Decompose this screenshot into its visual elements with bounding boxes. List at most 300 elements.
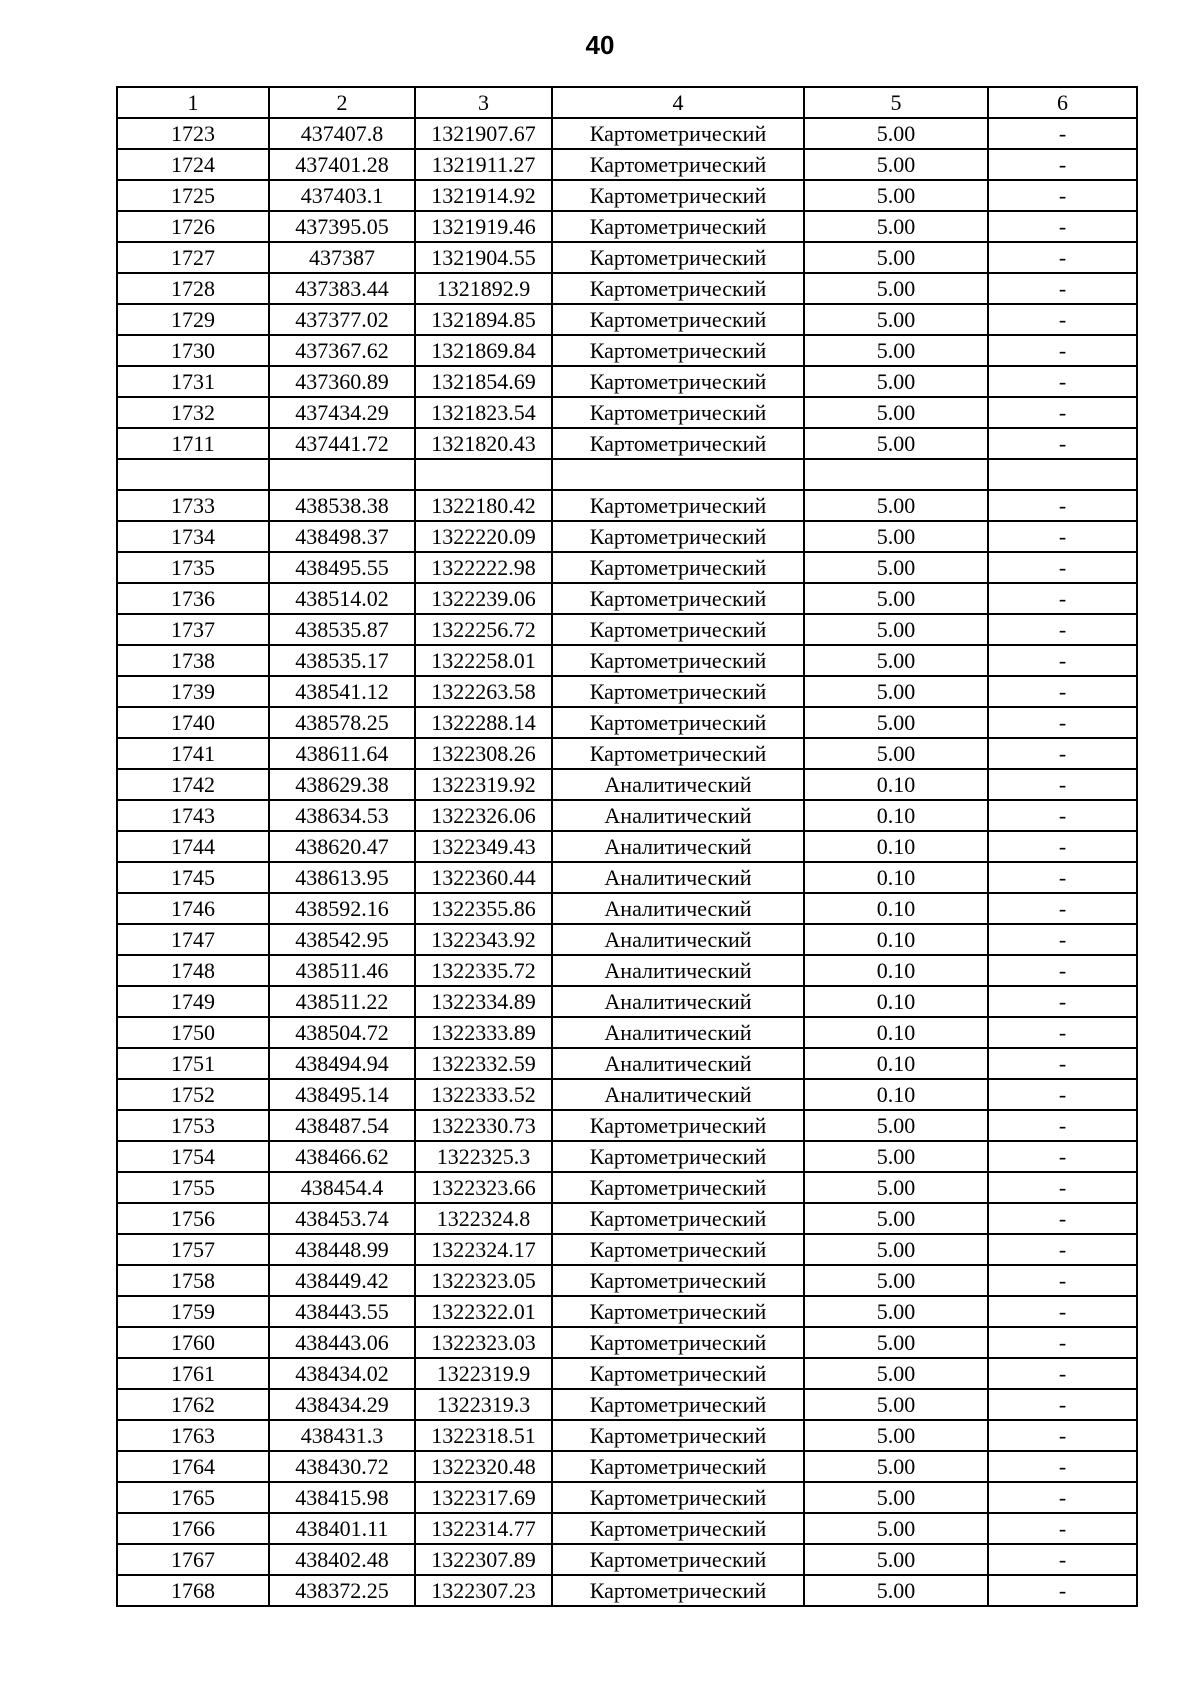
point-number-cell: 1737	[117, 614, 269, 645]
table-row	[117, 1544, 1137, 1575]
coordinates-table	[116, 86, 1138, 1607]
point-number-cell: 1748	[117, 955, 269, 986]
point-number-cell: 1759	[117, 1296, 269, 1327]
x-coordinate-cell: 438535.87	[269, 614, 415, 645]
table-row	[117, 738, 1137, 769]
x-coordinate-cell: 437387	[269, 242, 415, 273]
y-coordinate-cell: 1322324.17	[415, 1234, 552, 1265]
note-cell: -	[988, 521, 1137, 552]
method-cell: Картометрический	[552, 1513, 804, 1544]
y-coordinate-cell: 1321854.69	[415, 366, 552, 397]
note-cell: -	[988, 335, 1137, 366]
accuracy-cell: 0.10	[804, 1079, 988, 1110]
note-cell: -	[988, 831, 1137, 862]
method-cell: Картометрический	[552, 490, 804, 521]
method-cell: Аналитический	[552, 800, 804, 831]
method-cell: Картометрический	[552, 366, 804, 397]
method-cell: Аналитический	[552, 1048, 804, 1079]
note-cell: -	[988, 428, 1137, 459]
accuracy-cell: 5.00	[804, 676, 988, 707]
accuracy-cell: 0.10	[804, 924, 988, 955]
point-number-cell: 1755	[117, 1172, 269, 1203]
table-row	[117, 335, 1137, 366]
y-coordinate-cell: 1322307.23	[415, 1575, 552, 1606]
y-coordinate-cell: 1321892.9	[415, 273, 552, 304]
y-coordinate-cell: 1321914.92	[415, 180, 552, 211]
method-cell: Картометрический	[552, 614, 804, 645]
x-coordinate-cell: 438535.17	[269, 645, 415, 676]
x-coordinate-cell: 438454.4	[269, 1172, 415, 1203]
point-number-cell: 1753	[117, 1110, 269, 1141]
column-header: 1	[117, 87, 269, 118]
point-number-cell: 1746	[117, 893, 269, 924]
point-number-cell: 1766	[117, 1513, 269, 1544]
accuracy-cell: 5.00	[804, 583, 988, 614]
point-number-cell: 1731	[117, 366, 269, 397]
column-header: 6	[988, 87, 1137, 118]
y-coordinate-cell: 1321823.54	[415, 397, 552, 428]
table-row	[117, 459, 1137, 490]
method-cell: Картометрический	[552, 707, 804, 738]
table-row	[117, 1482, 1137, 1513]
accuracy-cell: 5.00	[804, 1389, 988, 1420]
table-row	[117, 614, 1137, 645]
accuracy-cell: 5.00	[804, 1451, 988, 1482]
note-cell: -	[988, 1513, 1137, 1544]
method-cell: Картометрический	[552, 552, 804, 583]
point-number-cell: 1733	[117, 490, 269, 521]
x-coordinate-cell: 438541.12	[269, 676, 415, 707]
accuracy-cell: 5.00	[804, 490, 988, 521]
method-cell: Аналитический	[552, 893, 804, 924]
method-cell: Картометрический	[552, 1110, 804, 1141]
table-row	[117, 862, 1137, 893]
note-cell: -	[988, 583, 1137, 614]
point-number-cell: 1727	[117, 242, 269, 273]
method-cell: Картометрический	[552, 118, 804, 149]
y-coordinate-cell: 1322334.89	[415, 986, 552, 1017]
accuracy-cell: 5.00	[804, 1110, 988, 1141]
point-number-cell: 1740	[117, 707, 269, 738]
y-coordinate-cell: 1322263.58	[415, 676, 552, 707]
accuracy-cell: 0.10	[804, 831, 988, 862]
note-cell: -	[988, 1203, 1137, 1234]
method-cell: Картометрический	[552, 180, 804, 211]
table-row	[117, 645, 1137, 676]
method-cell: Аналитический	[552, 955, 804, 986]
column-header: 5	[804, 87, 988, 118]
y-coordinate-cell: 1322335.72	[415, 955, 552, 986]
table-row	[117, 1389, 1137, 1420]
accuracy-cell: 5.00	[804, 366, 988, 397]
method-cell: Картометрический	[552, 211, 804, 242]
point-number-cell: 1764	[117, 1451, 269, 1482]
table-row	[117, 1203, 1137, 1234]
y-coordinate-cell: 1322314.77	[415, 1513, 552, 1544]
note-cell	[988, 459, 1137, 490]
point-number-cell: 1723	[117, 118, 269, 149]
table-row	[117, 1513, 1137, 1544]
y-coordinate-cell: 1322323.66	[415, 1172, 552, 1203]
point-number-cell: 1757	[117, 1234, 269, 1265]
method-cell: Картометрический	[552, 1234, 804, 1265]
accuracy-cell: 0.10	[804, 893, 988, 924]
x-coordinate-cell: 437395.05	[269, 211, 415, 242]
point-number-cell: 1754	[117, 1141, 269, 1172]
accuracy-cell: 5.00	[804, 180, 988, 211]
x-coordinate-cell: 438504.72	[269, 1017, 415, 1048]
y-coordinate-cell: 1322325.3	[415, 1141, 552, 1172]
point-number-cell: 1738	[117, 645, 269, 676]
accuracy-cell: 5.00	[804, 1482, 988, 1513]
note-cell: -	[988, 1482, 1137, 1513]
method-cell	[552, 459, 804, 490]
accuracy-cell: 5.00	[804, 242, 988, 273]
y-coordinate-cell: 1322307.89	[415, 1544, 552, 1575]
table-body	[117, 118, 1137, 1606]
x-coordinate-cell: 437360.89	[269, 366, 415, 397]
table-row	[117, 366, 1137, 397]
point-number-cell: 1750	[117, 1017, 269, 1048]
y-coordinate-cell: 1322222.98	[415, 552, 552, 583]
note-cell: -	[988, 676, 1137, 707]
x-coordinate-cell	[269, 459, 415, 490]
accuracy-cell: 5.00	[804, 149, 988, 180]
point-number-cell: 1752	[117, 1079, 269, 1110]
point-number-cell: 1739	[117, 676, 269, 707]
y-coordinate-cell: 1321911.27	[415, 149, 552, 180]
x-coordinate-cell: 438592.16	[269, 893, 415, 924]
table-row	[117, 1110, 1137, 1141]
table-row	[117, 1234, 1137, 1265]
point-number-cell: 1742	[117, 769, 269, 800]
y-coordinate-cell: 1321904.55	[415, 242, 552, 273]
note-cell: -	[988, 1575, 1137, 1606]
x-coordinate-cell: 438538.38	[269, 490, 415, 521]
table-row	[117, 924, 1137, 955]
method-cell: Картометрический	[552, 1203, 804, 1234]
x-coordinate-cell: 437367.62	[269, 335, 415, 366]
accuracy-cell: 5.00	[804, 397, 988, 428]
note-cell: -	[988, 1451, 1137, 1482]
x-coordinate-cell: 438448.99	[269, 1234, 415, 1265]
point-number-cell: 1736	[117, 583, 269, 614]
table-row	[117, 118, 1137, 149]
point-number-cell: 1725	[117, 180, 269, 211]
note-cell: -	[988, 180, 1137, 211]
note-cell: -	[988, 242, 1137, 273]
table-row	[117, 1172, 1137, 1203]
method-cell: Аналитический	[552, 1079, 804, 1110]
table-row	[117, 676, 1137, 707]
table-header-row	[117, 87, 1137, 118]
point-number-cell: 1730	[117, 335, 269, 366]
table-row	[117, 1017, 1137, 1048]
method-cell: Картометрический	[552, 335, 804, 366]
x-coordinate-cell: 438443.55	[269, 1296, 415, 1327]
table-row	[117, 211, 1137, 242]
note-cell: -	[988, 645, 1137, 676]
y-coordinate-cell: 1322333.89	[415, 1017, 552, 1048]
table-row	[117, 397, 1137, 428]
y-coordinate-cell: 1322323.03	[415, 1327, 552, 1358]
x-coordinate-cell: 437441.72	[269, 428, 415, 459]
table-row	[117, 1296, 1137, 1327]
table-row	[117, 180, 1137, 211]
note-cell: -	[988, 1420, 1137, 1451]
table-row	[117, 583, 1137, 614]
table-row	[117, 769, 1137, 800]
point-number-cell	[117, 459, 269, 490]
note-cell: -	[988, 707, 1137, 738]
x-coordinate-cell: 438431.3	[269, 1420, 415, 1451]
accuracy-cell: 5.00	[804, 428, 988, 459]
point-number-cell: 1763	[117, 1420, 269, 1451]
y-coordinate-cell: 1322349.43	[415, 831, 552, 862]
table-row	[117, 986, 1137, 1017]
accuracy-cell: 5.00	[804, 552, 988, 583]
y-coordinate-cell: 1322333.52	[415, 1079, 552, 1110]
y-coordinate-cell: 1322318.51	[415, 1420, 552, 1451]
accuracy-cell: 0.10	[804, 955, 988, 986]
x-coordinate-cell: 438511.46	[269, 955, 415, 986]
method-cell: Картометрический	[552, 1420, 804, 1451]
accuracy-cell: 5.00	[804, 118, 988, 149]
x-coordinate-cell: 438443.06	[269, 1327, 415, 1358]
accuracy-cell: 5.00	[804, 1575, 988, 1606]
table-row	[117, 304, 1137, 335]
y-coordinate-cell: 1321869.84	[415, 335, 552, 366]
table-row	[117, 1079, 1137, 1110]
table-row	[117, 1451, 1137, 1482]
point-number-cell: 1744	[117, 831, 269, 862]
method-cell: Картометрический	[552, 1141, 804, 1172]
x-coordinate-cell: 438372.25	[269, 1575, 415, 1606]
y-coordinate-cell	[415, 459, 552, 490]
table-row	[117, 707, 1137, 738]
table-row	[117, 149, 1137, 180]
y-coordinate-cell: 1321907.67	[415, 118, 552, 149]
note-cell: -	[988, 1172, 1137, 1203]
y-coordinate-cell: 1322330.73	[415, 1110, 552, 1141]
accuracy-cell: 0.10	[804, 862, 988, 893]
accuracy-cell: 0.10	[804, 769, 988, 800]
table-row	[117, 800, 1137, 831]
x-coordinate-cell: 438634.53	[269, 800, 415, 831]
table-row	[117, 552, 1137, 583]
accuracy-cell: 5.00	[804, 335, 988, 366]
point-number-cell: 1734	[117, 521, 269, 552]
table-row	[117, 521, 1137, 552]
table-row	[117, 1358, 1137, 1389]
point-number-cell: 1729	[117, 304, 269, 335]
table-row	[117, 893, 1137, 924]
accuracy-cell: 5.00	[804, 1234, 988, 1265]
y-coordinate-cell: 1322323.05	[415, 1265, 552, 1296]
method-cell: Картометрический	[552, 273, 804, 304]
point-number-cell: 1724	[117, 149, 269, 180]
note-cell: -	[988, 1389, 1137, 1420]
accuracy-cell: 5.00	[804, 645, 988, 676]
note-cell: -	[988, 397, 1137, 428]
accuracy-cell: 5.00	[804, 614, 988, 645]
y-coordinate-cell: 1322326.06	[415, 800, 552, 831]
point-number-cell: 1760	[117, 1327, 269, 1358]
note-cell: -	[988, 955, 1137, 986]
point-number-cell: 1735	[117, 552, 269, 583]
method-cell: Картометрический	[552, 242, 804, 273]
x-coordinate-cell: 438495.55	[269, 552, 415, 583]
accuracy-cell: 5.00	[804, 738, 988, 769]
x-coordinate-cell: 438578.25	[269, 707, 415, 738]
point-number-cell: 1741	[117, 738, 269, 769]
point-number-cell: 1745	[117, 862, 269, 893]
x-coordinate-cell: 438415.98	[269, 1482, 415, 1513]
x-coordinate-cell: 438402.48	[269, 1544, 415, 1575]
note-cell: -	[988, 614, 1137, 645]
accuracy-cell: 5.00	[804, 1141, 988, 1172]
note-cell: -	[988, 1265, 1137, 1296]
note-cell: -	[988, 738, 1137, 769]
method-cell: Картометрический	[552, 1296, 804, 1327]
x-coordinate-cell: 438449.42	[269, 1265, 415, 1296]
accuracy-cell: 5.00	[804, 1327, 988, 1358]
table-row	[117, 242, 1137, 273]
accuracy-cell: 5.00	[804, 211, 988, 242]
note-cell: -	[988, 924, 1137, 955]
accuracy-cell: 5.00	[804, 1544, 988, 1575]
table-row	[117, 273, 1137, 304]
x-coordinate-cell: 438430.72	[269, 1451, 415, 1482]
point-number-cell: 1728	[117, 273, 269, 304]
method-cell: Картометрический	[552, 1265, 804, 1296]
method-cell: Картометрический	[552, 1544, 804, 1575]
x-coordinate-cell: 438494.94	[269, 1048, 415, 1079]
point-number-cell: 1762	[117, 1389, 269, 1420]
note-cell: -	[988, 1234, 1137, 1265]
accuracy-cell: 5.00	[804, 1296, 988, 1327]
method-cell: Аналитический	[552, 862, 804, 893]
point-number-cell: 1761	[117, 1358, 269, 1389]
accuracy-cell: 0.10	[804, 1048, 988, 1079]
note-cell: -	[988, 1017, 1137, 1048]
x-coordinate-cell: 438542.95	[269, 924, 415, 955]
method-cell: Картометрический	[552, 1575, 804, 1606]
x-coordinate-cell: 437403.1	[269, 180, 415, 211]
point-number-cell: 1747	[117, 924, 269, 955]
y-coordinate-cell: 1322256.72	[415, 614, 552, 645]
x-coordinate-cell: 438487.54	[269, 1110, 415, 1141]
table-row	[117, 1048, 1137, 1079]
method-cell: Картометрический	[552, 428, 804, 459]
note-cell: -	[988, 1544, 1137, 1575]
x-coordinate-cell: 438401.11	[269, 1513, 415, 1544]
note-cell: -	[988, 893, 1137, 924]
point-number-cell: 1765	[117, 1482, 269, 1513]
point-number-cell: 1732	[117, 397, 269, 428]
x-coordinate-cell: 438629.38	[269, 769, 415, 800]
method-cell: Картометрический	[552, 397, 804, 428]
table-row	[117, 1265, 1137, 1296]
accuracy-cell: 0.10	[804, 1017, 988, 1048]
note-cell: -	[988, 366, 1137, 397]
x-coordinate-cell: 437383.44	[269, 273, 415, 304]
accuracy-cell: 5.00	[804, 1358, 988, 1389]
x-coordinate-cell: 437377.02	[269, 304, 415, 335]
point-number-cell: 1756	[117, 1203, 269, 1234]
accuracy-cell: 5.00	[804, 304, 988, 335]
method-cell: Картометрический	[552, 1327, 804, 1358]
table-row	[117, 955, 1137, 986]
x-coordinate-cell: 438611.64	[269, 738, 415, 769]
method-cell: Картометрический	[552, 1482, 804, 1513]
y-coordinate-cell: 1321820.43	[415, 428, 552, 459]
method-cell: Картометрический	[552, 149, 804, 180]
note-cell: -	[988, 211, 1137, 242]
column-header: 3	[415, 87, 552, 118]
note-cell: -	[988, 1327, 1137, 1358]
method-cell: Картометрический	[552, 1389, 804, 1420]
x-coordinate-cell: 438466.62	[269, 1141, 415, 1172]
accuracy-cell: 5.00	[804, 1203, 988, 1234]
y-coordinate-cell: 1322288.14	[415, 707, 552, 738]
y-coordinate-cell: 1322320.48	[415, 1451, 552, 1482]
note-cell: -	[988, 862, 1137, 893]
accuracy-cell: 5.00	[804, 707, 988, 738]
method-cell: Аналитический	[552, 986, 804, 1017]
y-coordinate-cell: 1322220.09	[415, 521, 552, 552]
y-coordinate-cell: 1322343.92	[415, 924, 552, 955]
note-cell: -	[988, 490, 1137, 521]
x-coordinate-cell: 438453.74	[269, 1203, 415, 1234]
y-coordinate-cell: 1322319.92	[415, 769, 552, 800]
method-cell: Картометрический	[552, 521, 804, 552]
note-cell: -	[988, 769, 1137, 800]
table-row	[117, 1420, 1137, 1451]
table-row	[117, 1327, 1137, 1358]
y-coordinate-cell: 1322324.8	[415, 1203, 552, 1234]
point-number-cell: 1711	[117, 428, 269, 459]
table-row	[117, 490, 1137, 521]
point-number-cell: 1726	[117, 211, 269, 242]
method-cell: Аналитический	[552, 831, 804, 862]
column-header: 2	[269, 87, 415, 118]
point-number-cell: 1751	[117, 1048, 269, 1079]
x-coordinate-cell: 437434.29	[269, 397, 415, 428]
y-coordinate-cell: 1322319.9	[415, 1358, 552, 1389]
point-number-cell: 1767	[117, 1544, 269, 1575]
x-coordinate-cell: 438514.02	[269, 583, 415, 614]
method-cell: Картометрический	[552, 583, 804, 614]
note-cell: -	[988, 800, 1137, 831]
point-number-cell: 1768	[117, 1575, 269, 1606]
note-cell: -	[988, 118, 1137, 149]
y-coordinate-cell: 1321919.46	[415, 211, 552, 242]
note-cell: -	[988, 1048, 1137, 1079]
note-cell: -	[988, 986, 1137, 1017]
x-coordinate-cell: 438434.29	[269, 1389, 415, 1420]
y-coordinate-cell: 1322360.44	[415, 862, 552, 893]
y-coordinate-cell: 1322239.06	[415, 583, 552, 614]
note-cell: -	[988, 149, 1137, 180]
y-coordinate-cell: 1322317.69	[415, 1482, 552, 1513]
note-cell: -	[988, 304, 1137, 335]
y-coordinate-cell: 1321894.85	[415, 304, 552, 335]
method-cell: Картометрический	[552, 645, 804, 676]
method-cell: Аналитический	[552, 924, 804, 955]
page-number: 40	[585, 30, 615, 60]
point-number-cell: 1758	[117, 1265, 269, 1296]
